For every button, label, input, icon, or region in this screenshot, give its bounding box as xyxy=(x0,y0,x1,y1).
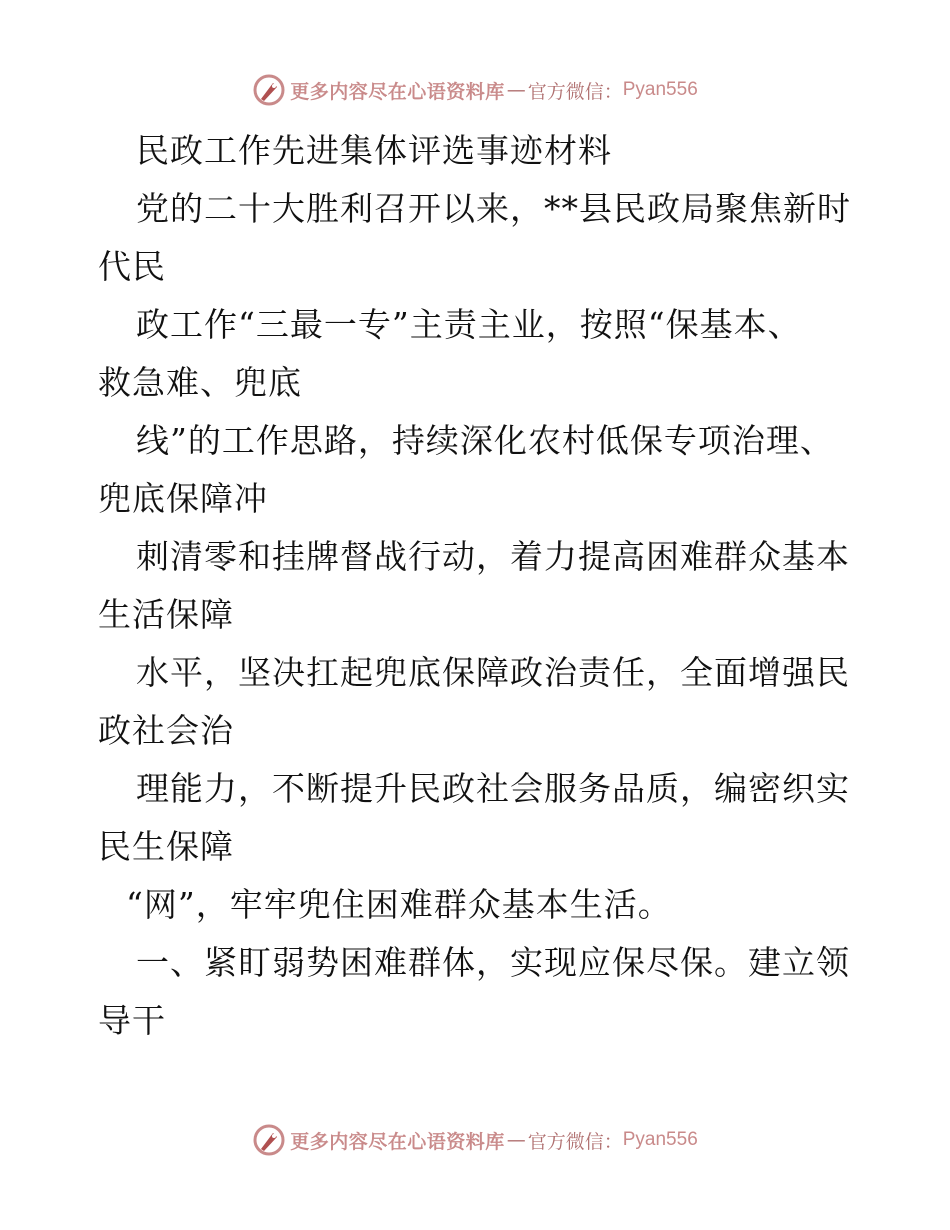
watermark-dash: — xyxy=(506,79,526,101)
watermark-dash: — xyxy=(506,1129,526,1151)
body-line: 导干 xyxy=(98,1001,166,1040)
body-line: 党的二十大胜利召开以来，**县民政局聚焦新时 xyxy=(136,189,851,228)
body-line: 水平，坚决扛起兜底保障政治责任，全面增强民 xyxy=(136,653,850,692)
body-line: 生活保障 xyxy=(98,595,234,634)
body-line: 理能力，不断提升民政社会服务品质，编密织实 xyxy=(136,769,850,808)
watermark-contact-label: 官方微信： xyxy=(527,1130,623,1153)
watermark-main-text: 更多内容尽在心语资料库 xyxy=(290,1130,505,1153)
document-title: 民政工作先进集体评选事迹材料 xyxy=(136,131,612,170)
watermark-contact-id: Pyan556 xyxy=(622,79,698,100)
pen-nib-circle-icon xyxy=(252,73,286,107)
pen-nib-circle-icon xyxy=(252,1123,286,1157)
watermark-contact-id: Pyan556 xyxy=(622,1129,698,1150)
body-line: 政社会治 xyxy=(98,711,234,750)
body-line: 线”的工作思路，持续深化农村低保专项治理、 xyxy=(136,421,834,460)
body-line: 代民 xyxy=(98,247,166,286)
section-heading-line: 一、紧盯弱势困难群体，实现应保尽保。建立领 xyxy=(136,943,850,982)
document-body xyxy=(98,122,858,1050)
body-line: 刺清零和挂牌督战行动，着力提高困难群众基本 xyxy=(136,537,850,576)
body-line: 政工作“三最一专”主责主业，按照“保基本、 xyxy=(136,305,802,344)
body-line: 兜底保障冲 xyxy=(98,479,268,518)
watermark-contact-label: 官方微信： xyxy=(527,80,623,103)
watermark-main-text: 更多内容尽在心语资料库 xyxy=(290,80,505,103)
body-line: 救急难、兜底 xyxy=(98,363,302,402)
body-line: “网”，牢牢兜住困难群众基本生活。 xyxy=(126,885,672,924)
body-line: 民生保障 xyxy=(98,827,234,866)
footer-watermark xyxy=(0,1120,950,1160)
header-watermark xyxy=(0,70,950,110)
